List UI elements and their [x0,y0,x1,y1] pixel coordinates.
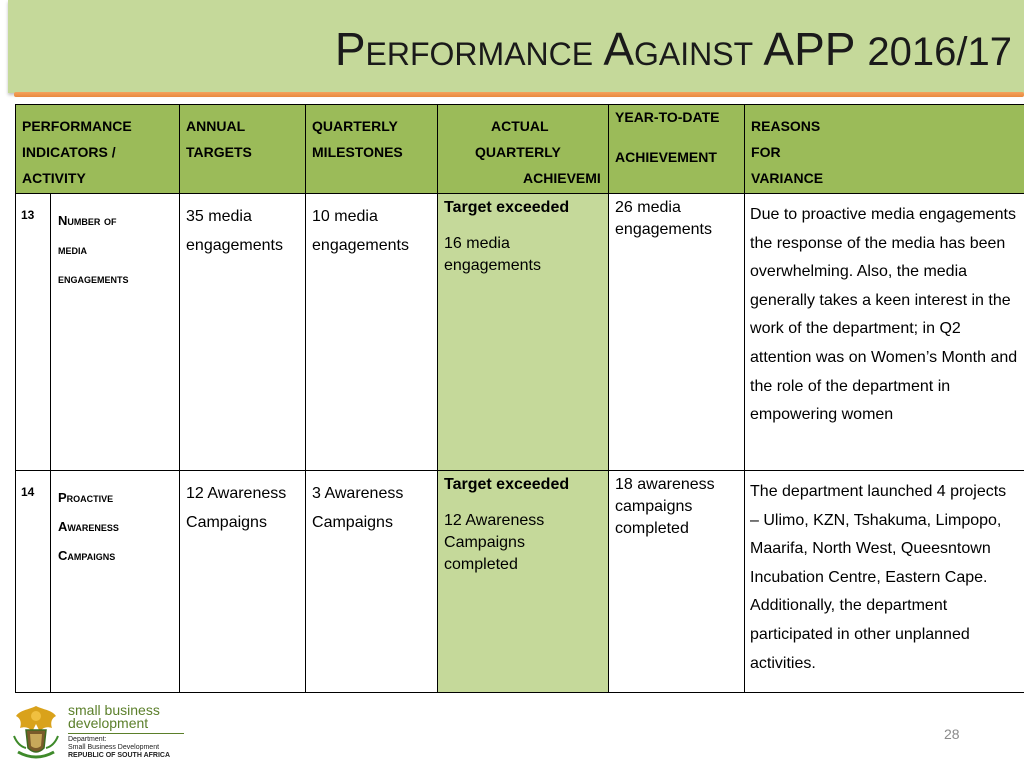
header-annual-targets [180,105,306,194]
table-row [16,194,1024,471]
variance-reason: Due to proactive media engagements the response of the media has been overwhelming. Also, the media generally takes a keen interest in the work of the department; in Q2 attention was on Women’s Month and the role of the department in empowering women [745,194,1024,471]
header-indicator-line: PERFORMANCE [22,118,132,134]
achievement-detail: 16 media engagements [444,235,541,274]
achievement-detail: 12 Awareness Campaigns completed [444,512,545,573]
department-name: Small Business Development [68,744,160,751]
header-targets-line: TARGETS [186,144,252,160]
indicator-name [51,471,180,693]
header-targets-line: ANNUAL [186,118,246,134]
title-underline [14,92,1024,97]
annual-target: 12 Awareness Campaigns [180,471,306,693]
header-indicator-line: INDICATORS / [22,144,116,160]
indicator-name [51,194,180,471]
actual-achievement [438,471,609,693]
logo-text: small business [68,702,160,718]
country-name: REPUBLIC OF SOUTH AFRICA [68,752,171,759]
header-milestones-line: MILESTONES [312,144,403,160]
ytd-achievement: 18 awareness campaigns completed [609,471,745,693]
indicator-line: Campaigns [58,548,116,563]
row-number: 13 [16,194,51,471]
variance-reason: The department launched 4 projects – Ulimo, KZN, Tshakuma, Limpopo, Maarifa, North West, Queesntown Incubation Centre, Eastern Cape. Additionally, the department participated in other unplanned activities. [745,471,1024,693]
header-actual-line: ACTUAL [491,118,549,134]
header-indicator [16,105,180,194]
quarterly-milestone: 10 media engagements [306,194,438,471]
header-reasons-for-variance [745,105,1024,194]
indicator-line: Number of [58,213,117,228]
header-ytd-line: ACHIEVEMENT [615,149,717,165]
department-logo [10,702,190,764]
actual-achievement [438,194,609,471]
header-ytd-achievement [609,105,745,194]
title-part-3: 2016/17 [867,30,1012,74]
header-reasons-line: REASONS [751,118,821,134]
indicator-line: Proactive [58,490,114,505]
title-part-2: APP [763,23,855,75]
page-title [335,22,1012,79]
quarterly-milestone: 3 Awareness Campaigns [306,471,438,693]
header-row [16,105,1024,194]
ytd-achievement: 26 media engagements [609,194,745,471]
table-row [16,471,1024,693]
title-part-1: Performance Against [334,23,754,75]
logo-divider [68,733,184,734]
indicator-line: Awareness [58,519,119,534]
header-actual-line: QUARTERLY [475,144,561,160]
header-actual-achievement [438,105,609,194]
header-reasons-line: VARIANCE [751,170,824,186]
annual-target: 35 media engagements [180,194,306,471]
row-number: 14 [16,471,51,693]
achievement-status: Target exceeded [444,476,570,493]
indicator-line: media [58,242,87,257]
header-quarterly-milestones [306,105,438,194]
header-milestones-line: QUARTERLY [312,118,398,134]
achievement-status: Target exceeded [444,199,570,216]
logo-text: development [68,715,149,731]
header-indicator-line: ACTIVITY [22,170,86,186]
department-label: Department: [68,736,107,743]
header-ytd-line: YEAR-TO-DATE [615,109,720,125]
header-reasons-line: FOR [751,144,781,160]
indicator-line: engagements [58,271,129,286]
coat-of-arms-icon [10,702,62,762]
page-number: 28 [944,726,960,742]
header-actual-line: ACHIEVEMI [523,170,601,186]
performance-table [15,104,1024,693]
